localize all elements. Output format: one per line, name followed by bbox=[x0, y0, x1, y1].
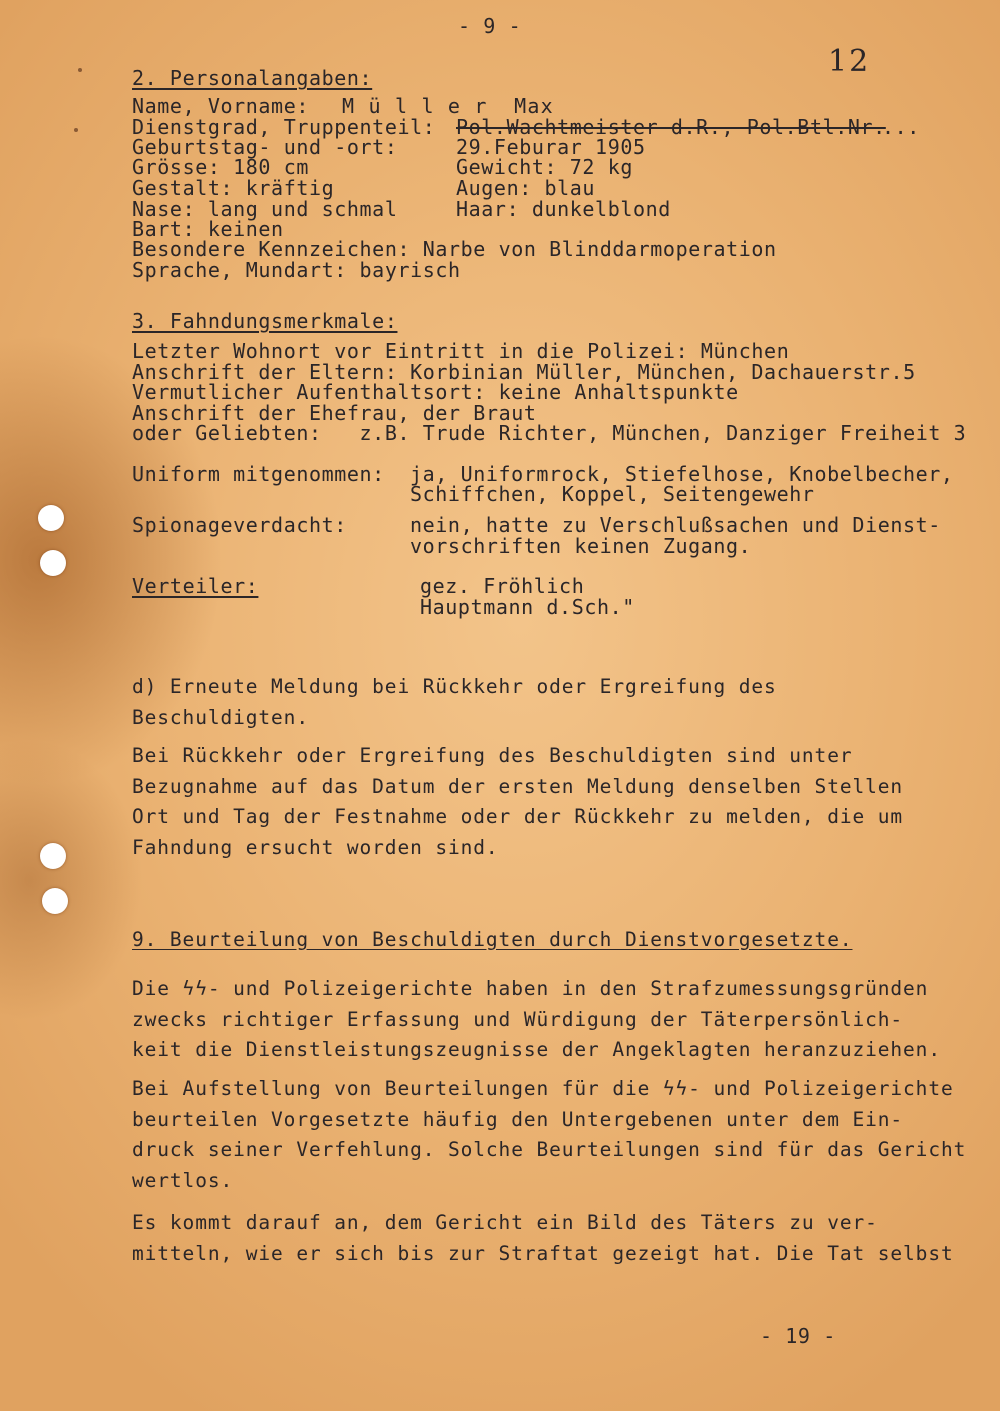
field-label: Besondere Kennzeichen: Narbe von Blinddarmoperation bbox=[132, 237, 777, 261]
signature-line: Hauptmann d.Sch." bbox=[420, 595, 635, 619]
field-label: Gestalt: kräftig bbox=[132, 176, 335, 200]
text-line: oder Geliebten: z.B. Trude Richter, München, Danziger Freiheit 3 bbox=[132, 421, 967, 445]
field-value: 29.Feburar 1905 bbox=[456, 135, 646, 159]
field-value: Gewicht: 72 kg bbox=[456, 155, 633, 179]
page-header: - 9 - bbox=[458, 14, 522, 38]
field-label: Name, Vorname: bbox=[132, 94, 309, 118]
text-line: Anschrift der Eltern: Korbinian Müller, München, Dachauerstr.5 bbox=[132, 360, 916, 384]
section-heading: 9. Beurteilung von Beschuldigten durch Dienstvorgesetzte. bbox=[132, 928, 853, 951]
field-value: Pol.Wachtmeister d.R., Pol.Btl.Nr. bbox=[456, 115, 886, 139]
text-line: Vermutlicher Aufenthaltsort: keine Anhaltspunkte bbox=[132, 380, 739, 404]
field-value: ja, Uniformrock, Stiefelhose, Knobelbecher, bbox=[410, 462, 954, 486]
field-value: Haar: dunkelblond bbox=[456, 197, 671, 221]
page-footer: - 19 - bbox=[760, 1324, 836, 1348]
field-label: Verteiler: bbox=[132, 574, 259, 598]
field-value: nein, hatte zu Verschlußsachen und Dienst- bbox=[410, 513, 941, 537]
field-label: Sprache, Mundart: bayrisch bbox=[132, 258, 461, 282]
field-label: Grösse: 180 cm bbox=[132, 155, 309, 179]
punch-hole bbox=[42, 888, 68, 914]
field-label: Nase: lang und schmal bbox=[132, 197, 398, 221]
staple-mark bbox=[78, 68, 82, 72]
field-label: Spionageverdacht: bbox=[132, 513, 347, 537]
staple-mark bbox=[74, 128, 78, 132]
punch-hole bbox=[40, 550, 66, 576]
subsection-heading: d) Erneute Meldung bei Rückkehr oder Ergreifung des Beschuldigten. bbox=[132, 675, 777, 729]
folio-number: 12 bbox=[828, 44, 871, 79]
field-value: ... bbox=[882, 115, 920, 139]
field-value: M ü l l e r Max bbox=[342, 94, 554, 118]
field-label: Uniform mitgenommen: bbox=[132, 462, 385, 486]
field-value: Augen: blau bbox=[456, 176, 596, 200]
punch-hole bbox=[38, 505, 64, 531]
punch-hole bbox=[40, 843, 66, 869]
field-label: Geburtstag- und -ort: bbox=[132, 135, 398, 159]
text-line: Letzter Wohnort vor Eintritt in die Polizei: München bbox=[132, 339, 790, 363]
paragraph: Die ϟϟ- und Polizeigerichte haben in den Strafzumessungsgründen zwecks richtiger Erfassung und Würdigung der Täterpersönlich- keit die Dienstleistungszeugnisse der Angeklagten heranzuziehen. bbox=[132, 977, 941, 1061]
paragraph: Es kommt darauf an, dem Gericht ein Bild des Täters zu ver- mitteln, wie er sich bis zur Straftat gezeigt hat. Die Tat selbst bbox=[132, 1211, 954, 1265]
paragraph: Bei Aufstellung von Beurteilungen für die ϟϟ- und Polizeigerichte beurteilen Vorgesetzte häufig den Untergebenen unter dem Ein- druck seiner Verfehlung. Solche Beurteilungen sind für das Gericht wertlos. bbox=[132, 1077, 967, 1192]
section-heading: 3. Fahndungsmerkmale: bbox=[132, 309, 398, 333]
field-value: Schiffchen, Koppel, Seitengewehr bbox=[410, 482, 815, 506]
field-value: vorschriften keinen Zugang. bbox=[410, 534, 752, 558]
field-label: Bart: keinen bbox=[132, 217, 284, 241]
section-heading: 2. Personalangaben: bbox=[132, 66, 373, 90]
signature-line: gez. Fröhlich bbox=[420, 574, 585, 598]
text-line: Anschrift der Ehefrau, der Braut bbox=[132, 401, 537, 425]
paragraph: Bei Rückkehr oder Ergreifung des Beschuldigten sind unter Bezugnahme auf das Datum der ersten Meldung denselben Stellen Ort und Tag der Festnahme oder der Rückkehr zu melden, die um Fahndung ersucht worden sind. bbox=[132, 744, 904, 859]
field-label: Dienstgrad, Truppenteil: bbox=[132, 115, 436, 139]
